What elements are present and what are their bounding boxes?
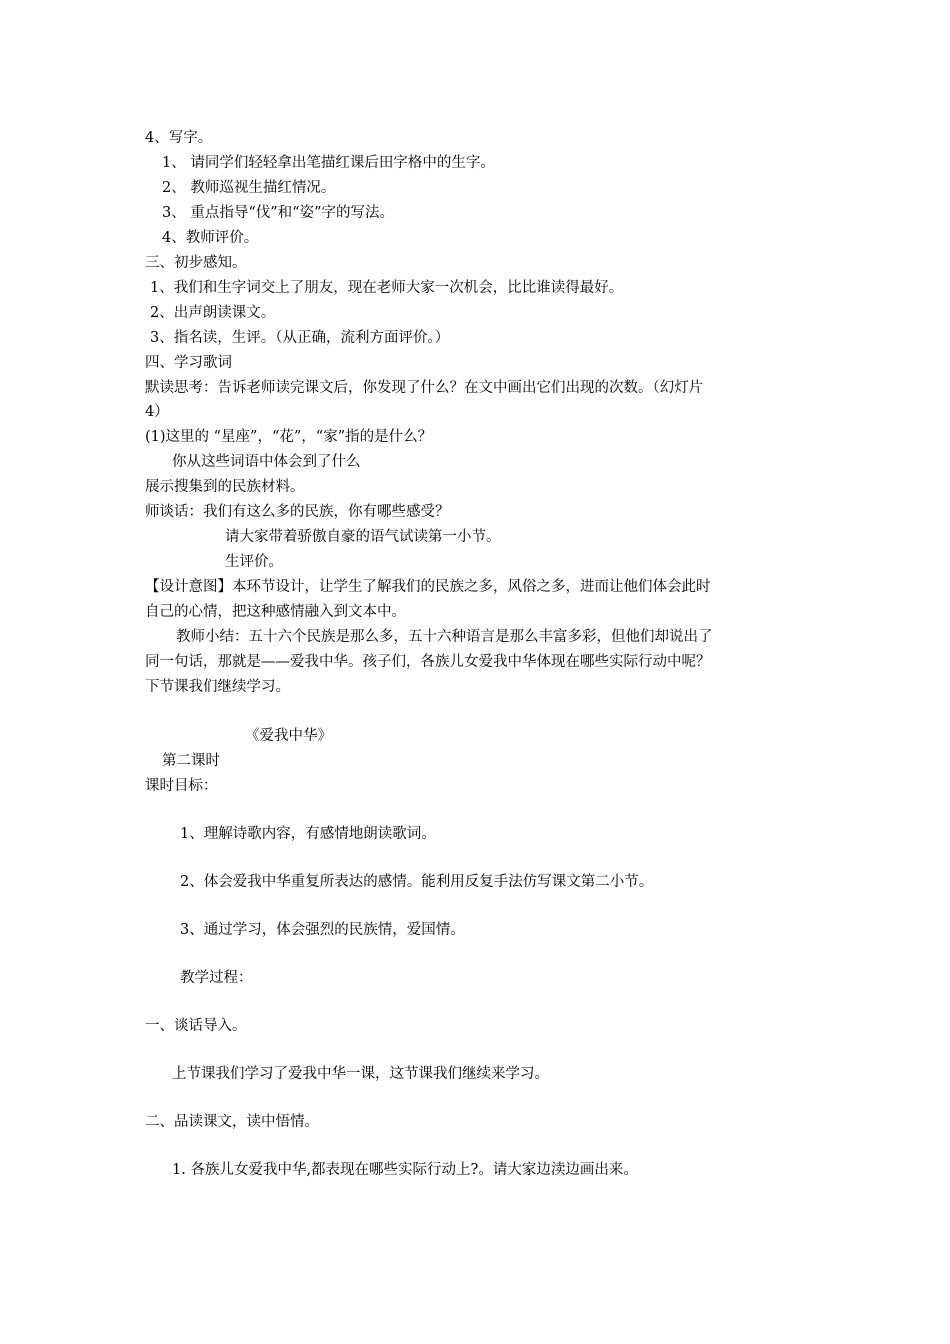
design-intent: 【设计意图】本环节设计，让学生了解我们的民族之多，风俗之多，进而让他们体会此时 [145,579,711,595]
step-1-text: 上节课我们学习了爱我中华一课，这节课我们继续来学习。 [172,1066,549,1082]
step-1-heading: 一、谈话导入。 [145,1018,247,1034]
silent-reading-task: 默读思考：告诉老师读完课文后，你发现了什么？在文中画出它们出现的次数。（幻灯片 [145,380,704,396]
question-1-followup: 你从这些词语中体会到了什么 [172,454,361,470]
section-4-heading: 四、学习歌词 [145,355,232,371]
design-intent-cont: 自己的心情，把这种感情融入到文本中。 [145,604,406,620]
step-4-item-1: 1、 请同学们轻轻拿出笔描红课后田字格中的生字。 [162,155,495,171]
objective-3: 3、通过学习，体会强烈的民族情，爱国情。 [180,922,465,938]
step-2-item-1: 1. 各族儿女爱我中华,都表现在哪些实际行动上?。请大家边渎边画出来。 [172,1162,638,1178]
lesson-title: 《爱我中华》 [245,728,332,744]
objective-2: 2、体会爱我中华重复所表达的感情。能利用反复手法仿写课文第二小节。 [180,874,654,890]
teacher-talk: 师谈话：我们有这么多的民族，你有哪些感受？ [145,504,450,520]
teacher-summary-end: 下节课我们继续学习。 [145,679,290,695]
read-first-stanza: 请大家带着骄傲自豪的语气试读第一小节。 [225,529,501,545]
step-2-heading: 二、品读课文，读中悟情。 [145,1114,319,1130]
section-3-heading: 三、初步感知。 [145,255,247,271]
teacher-summary: 教师小结：五十六个民族是那么多，五十六种语言是那么丰富多彩，但他们却说出了 [176,629,713,645]
teacher-summary-cont: 同一句话，那就是——爱我中华。孩子们，各族儿女爱我中华体现在哪些实际行动中呢？ [145,654,711,670]
objective-1: 1、理解诗歌内容，有感情地朗读歌词。 [180,826,436,842]
step-4-heading: 4、写字。 [145,130,213,146]
section-3-item-2: 2、出声朗读课文。 [150,305,276,321]
process-heading: 教学过程： [180,970,253,986]
question-1: (1)这里的 “星座”，“花”，“家”指的是什么？ [145,429,433,445]
student-evaluation: 生评价。 [225,554,283,570]
section-3-item-1: 1、我们和生字词交上了朋友，现在老师大家一次机会，比比谁读得最好。 [150,280,624,296]
objectives-heading: 课时目标： [145,778,218,794]
step-4-item-2: 2、 教师巡视生描红情况。 [162,180,336,196]
lesson-period: 第二课时 [162,753,220,769]
section-3-item-3: 3、指名读，生评。（从正确，流利方面评价。） [150,330,450,346]
silent-reading-task-cont: 4） [145,404,169,420]
show-materials: 展示搜集到的民族材料。 [145,479,305,495]
step-4-item-4: 4、教师评价。 [162,230,259,246]
step-4-item-3: 3、 重点指导“伐”和“姿”字的写法。 [162,205,394,221]
